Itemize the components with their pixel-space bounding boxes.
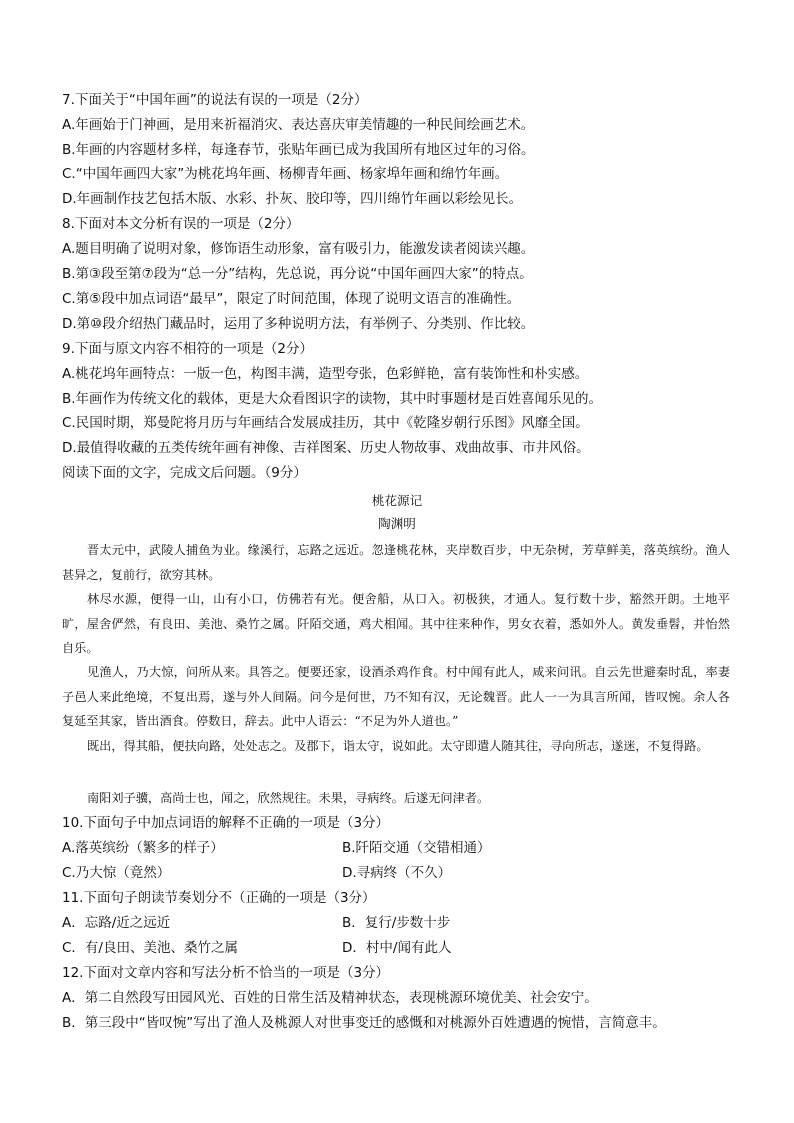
q12-stem: 12.下面对文章内容和写法分析不恰当的一项是（3分） <box>62 965 390 981</box>
passage-paragraph-1: 晋太元中，武陵人捕鱼为业。缘溪行，忘路之远近。忽逢桃花林，夹岸数百步，中无杂树，芳草鲜美，落英缤纷。渔人甚异之，复前行，欲穷其林。 <box>62 543 730 582</box>
reading-intro: 阅读下面的文字，完成文后问题。（9分） <box>62 465 307 481</box>
q11-option-a: A．忘路/近之远近 <box>62 915 171 931</box>
q12-option-b: B．第三段中“皆叹惋”写出了渔人及桃源人对世事变迁的感慨和对桃源外百姓遭遇的惋惜，言简意丰。 <box>62 1015 666 1031</box>
passage-paragraph-4: 既出，得其船，便扶向路，处处志之。及郡下，诣太守，说如此。太守即遣人随其往，寻向所志，遂迷，不复得路。 <box>87 739 709 753</box>
q9-option-c: C.民国时期，郑曼陀将月历与年画结合发展成挂历，其中《乾隆岁朝行乐图》风靡全国。 <box>62 415 589 431</box>
q10-stem: 10.下面句子中加点词语的解释不正确的一项是（3分） <box>62 815 390 831</box>
q7-option-a: A.年画始于门神画，是用来祈福消灾、表达喜庆审美情趣的一种民间绘画艺术。 <box>62 117 535 133</box>
q7-option-c: C.“中国年画四大家”为桃花坞年画、杨柳青年画、杨家埠年画和绵竹年画。 <box>62 166 509 182</box>
q10-option-a: A.落英缤纷（繁多的样子） <box>62 840 224 856</box>
q9-stem: 9.下面与原文内容不相符的一项是（2分） <box>62 341 313 357</box>
q9-option-b: B.年画作为传统文化的载体，更是大众看图识字的读物，其中时事题材是百姓喜闻乐见的。 <box>62 391 603 407</box>
q12-option-a: A．第二自然段写田园风光、百姓的日常生活及精神状态，表现桃源环境优美、社会安宁。 <box>62 990 598 1006</box>
passage-paragraph-5: 南阳刘子骥，高尚士也，闻之，欣然规往。未果，寻病终。后遂无问津者。 <box>87 791 490 805</box>
q9-option-a: A.桃花坞年画特点：一版一色，构图丰满，造型夸张，色彩鲜艳，富有装饰性和朴实感。 <box>62 366 589 382</box>
passage-paragraph-3: 见渔人，乃大惊，问所从来。具答之。便要还家，设酒杀鸡作食。村中闻有此人，咸来问讯。自云先世避秦时乱，率妻子邑人来此绝境，不复出焉，遂与外人间隔。问今是何世，乃不知有汉，无论魏晋。此人一一为具言所闻，皆叹惋。余人各复延至其家，皆出酒食。停数日，辞去。此中人语云：“不足为外人道也。” <box>62 665 730 728</box>
q11-option-d: D．村中/闻有此人 <box>342 940 452 956</box>
q8-option-a: A.题目明确了说明对象，修饰语生动形象，富有吸引力，能激发读者阅读兴趣。 <box>62 241 535 257</box>
q11-stem: 11.下面句子朗读节奏划分不（正确的一项是（3分） <box>62 890 376 906</box>
q11-option-b: B．复行/步数十步 <box>342 915 451 931</box>
q8-option-b: B.第③段至第⑦段为“总一分”结构，先总说，再分说“中国年画四大家”的特点。 <box>62 266 533 282</box>
q8-option-d: D.第⑩段介绍热门藏品时，运用了多种说明方法，有举例子、分类别、作比较。 <box>62 316 535 332</box>
q10-option-b: B.阡陌交通（交错相通） <box>342 840 491 856</box>
q10-option-d: D.寻病终（不久） <box>342 865 452 881</box>
q7-stem: 7.下面关于“中国年画”的说法有误的一项是（2分） <box>62 92 368 108</box>
passage-paragraph-2: 林尽水源，便得一山，山有小口，仿佛若有光。便舍船，从口入。初极狭，才通人。复行数十步，豁然开朗。土地平旷，屋舍俨然，有良田、美池、桑竹之属。阡陌交通，鸡犬相闻。其中往来种作，男女衣着，悉如外人。黄发垂髫，并怡然自乐。 <box>62 592 730 655</box>
q7-option-d: D.年画制作技艺包括木版、水彩、扑灰、胶印等，四川绵竹年画以彩绘见长。 <box>62 191 523 207</box>
q11-option-c: C．有/良田、美池、桑竹之属 <box>62 940 238 956</box>
passage-author: 陶渊明 <box>378 516 416 531</box>
q8-stem: 8.下面对本文分析有误的一项是（2分） <box>62 216 300 232</box>
passage-title: 桃花源记 <box>371 493 423 508</box>
q9-option-d: D.最值得收藏的五类传统年画有神像、吉祥图案、历史人物故事、戏曲故事、市井风俗。 <box>62 440 590 456</box>
q7-option-b: B.年画的内容题材多样，每逢春节，张贴年画已成为我国所有地区过年的习俗。 <box>62 142 535 158</box>
q8-option-c: C.第⑤段中加点词语“最早”，限定了时间范围，体现了说明文语言的准确性。 <box>62 291 521 307</box>
q10-option-c: C.乃大惊（竟然） <box>62 865 171 881</box>
